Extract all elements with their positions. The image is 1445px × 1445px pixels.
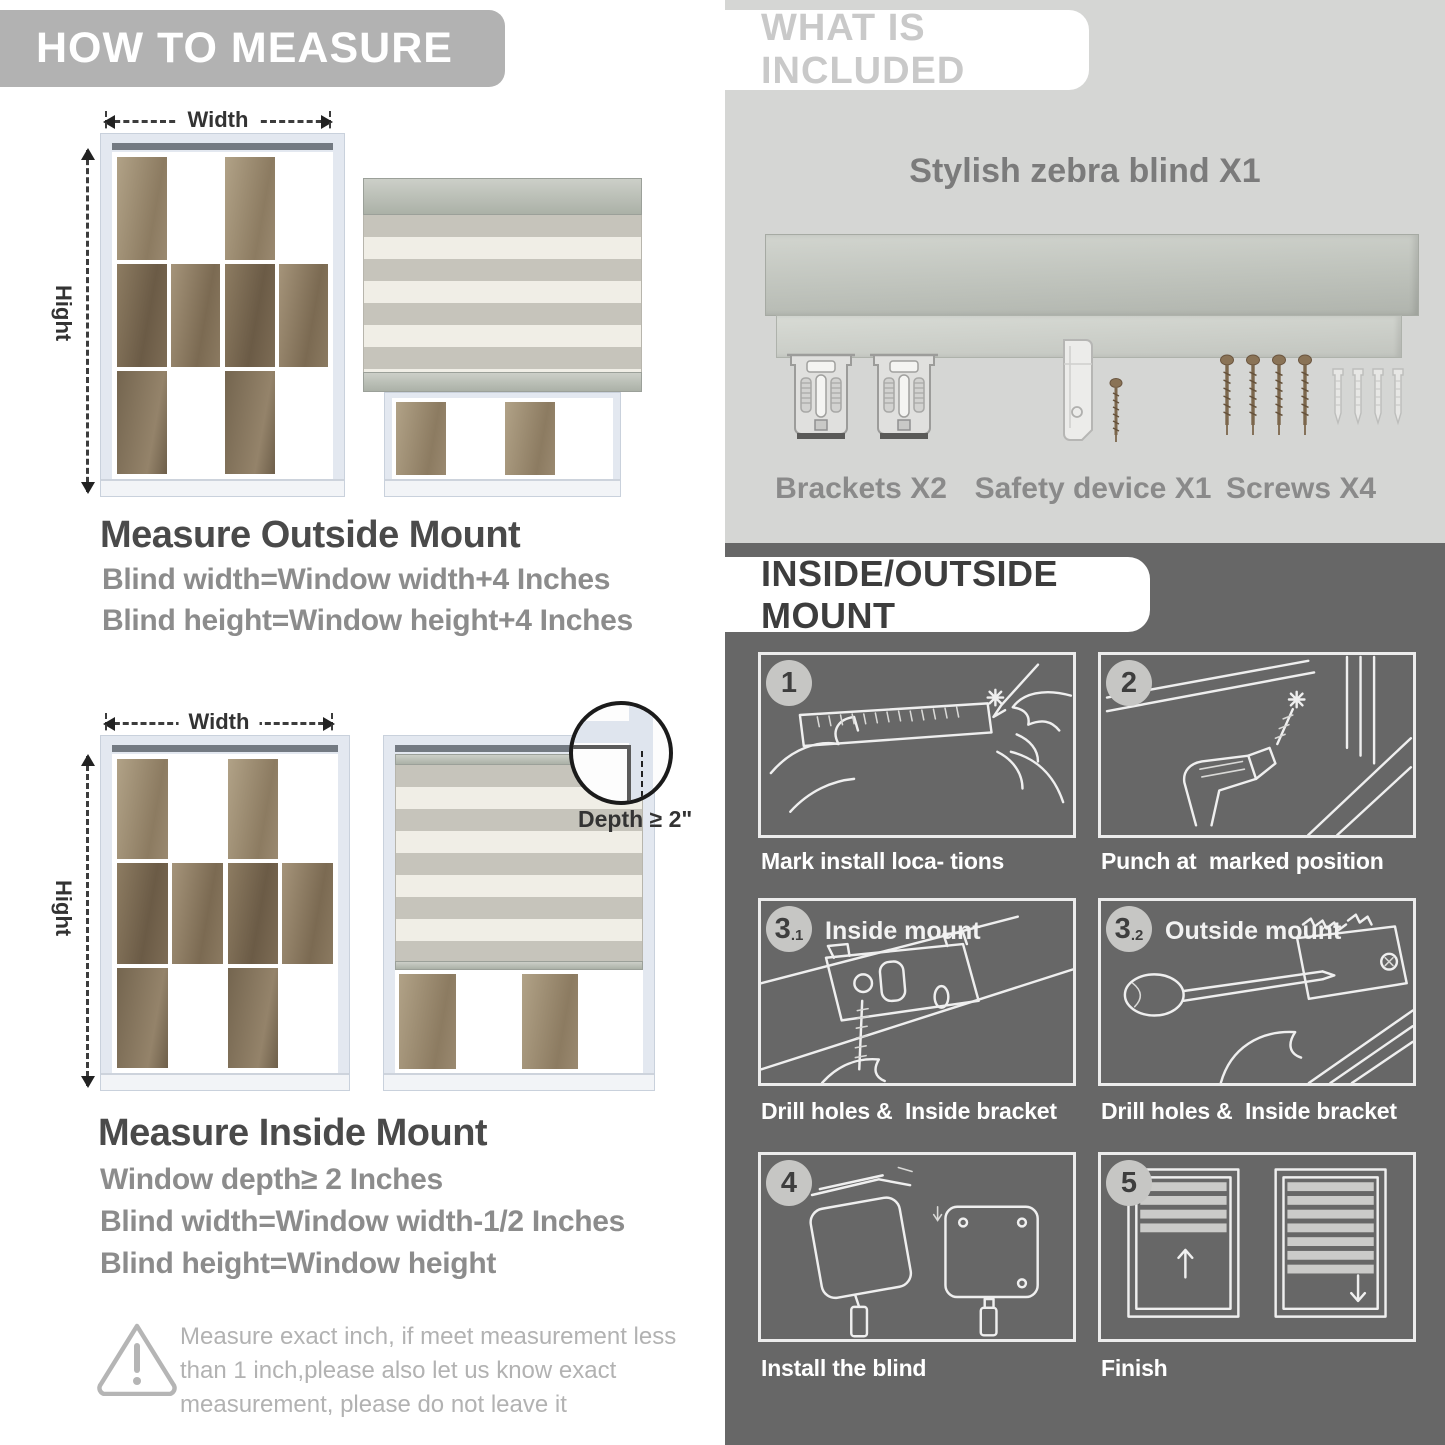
- step-panel-4: [758, 1152, 1076, 1342]
- warning-triangle-icon: [95, 1318, 179, 1396]
- outside-mount-line2: Blind height=Window height+4 Inches: [102, 604, 633, 637]
- step-number-badge: 1: [766, 660, 812, 706]
- inside-mount-title: Measure Inside Mount: [98, 1112, 488, 1154]
- height-arrow-outside: [86, 150, 89, 492]
- width-label: Width: [178, 107, 259, 133]
- height-arrow-inside: [86, 756, 89, 1086]
- zebra-blind-outside-mounted: [363, 178, 642, 497]
- window-head: [112, 745, 338, 752]
- safety-device-icon: [1056, 336, 1096, 446]
- step-caption-1: Mark install loca- tions: [761, 848, 1005, 874]
- bracket-icon: [868, 348, 940, 442]
- what-is-included-banner: [717, 7, 1089, 92]
- screws-label: Screws X4: [1225, 472, 1377, 505]
- step-title: Outside mount: [1165, 917, 1342, 945]
- step-panel-1: [758, 652, 1076, 838]
- window-sashes: [395, 970, 643, 1073]
- window-photo-outside: [100, 133, 345, 497]
- step-title: Inside mount: [825, 917, 981, 945]
- step-panel-3-1: [758, 898, 1076, 1086]
- window-under-blind: [384, 392, 621, 497]
- width-arrow-outside: [105, 107, 331, 132]
- step-number-badge: 3 .2: [1106, 906, 1152, 952]
- warning-text: Measure exact inch, if meet measurement less than 1 inch,please also let us know exact measurement, please do not leave it: [180, 1323, 677, 1419]
- outside-mount-line1: Blind width=Window width+4 Inches: [102, 563, 611, 596]
- mount-title: INSIDE/OUTSIDE MOUNT: [761, 552, 1059, 636]
- blind-bottomrail: [395, 961, 643, 970]
- height-label: Hight: [51, 285, 76, 342]
- mount-banner: [717, 552, 1150, 636]
- depth-label: Depth ≥ 2": [578, 806, 693, 832]
- bracket-icon: [785, 348, 857, 442]
- screws-icon: [1220, 354, 1320, 442]
- window-sill: [101, 1073, 349, 1090]
- product-label: Stylish zebra blind X1: [909, 152, 1261, 190]
- inside-mount-line3: Blind height=Window height: [100, 1247, 497, 1280]
- blind-headrail: [363, 178, 642, 215]
- step-caption-3-1: Drill holes & Inside bracket: [761, 1098, 1057, 1124]
- what-is-included-title: WHAT IS INCLUDED: [761, 7, 966, 92]
- brackets-label: Brackets X2: [775, 472, 947, 505]
- screw-icon: [1109, 378, 1123, 444]
- inside-mount-line2: Blind width=Window width-1/2 Inches: [100, 1205, 626, 1238]
- step-number-badge: 3 .1: [766, 906, 812, 952]
- window-photo-inside: [100, 735, 350, 1091]
- step-number-badge: 2: [1106, 660, 1152, 706]
- step-caption-2: Punch at marked position: [1101, 848, 1384, 874]
- what-is-included-section: [725, 0, 1445, 543]
- step-panel-5: [1098, 1152, 1416, 1342]
- blind-headrail-image: [765, 234, 1419, 316]
- step-caption-4: Install the blind: [761, 1355, 927, 1381]
- how-to-measure-banner: [0, 10, 505, 87]
- outside-mount-title: Measure Outside Mount: [100, 514, 521, 556]
- window-sashes: [112, 754, 338, 1073]
- how-to-measure-title: HOW TO MEASURE: [36, 24, 453, 72]
- depth-magnifier-icon: [569, 701, 673, 805]
- inside-outside-mount-section: [725, 543, 1445, 1445]
- height-label: Hight: [51, 880, 76, 937]
- safety-device-label: Safety device X1: [974, 472, 1212, 505]
- window-head: [112, 143, 333, 150]
- step-panel-2: [1098, 652, 1416, 838]
- wall-anchors-icon: [1330, 366, 1410, 432]
- how-to-measure-section: [0, 0, 720, 1445]
- step-caption-3-2: Drill holes & Inside bracket: [1101, 1098, 1397, 1124]
- window-sashes: [112, 152, 333, 479]
- inside-mount-line1: Window depth≥ 2 Inches: [100, 1163, 443, 1196]
- width-arrow-inside: [105, 709, 333, 734]
- window-sill: [101, 479, 344, 496]
- width-label: Width: [179, 709, 260, 735]
- step-number-badge: 4: [766, 1160, 812, 1206]
- step-caption-5: Finish: [1101, 1355, 1168, 1381]
- blind-bottomrail: [363, 372, 642, 392]
- blind-fabric: [363, 215, 642, 372]
- step-number-badge: 5: [1106, 1160, 1152, 1206]
- window-sill: [384, 1073, 654, 1090]
- step-panel-3-2: [1098, 898, 1416, 1086]
